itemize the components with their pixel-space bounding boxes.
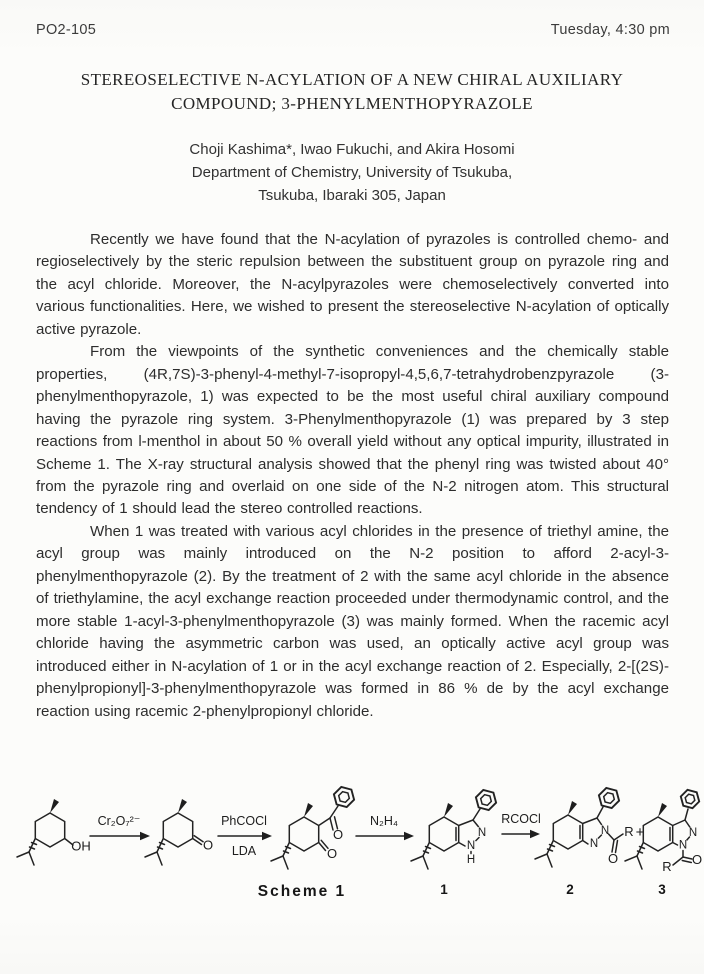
reaction-arrow-4 <box>501 812 541 838</box>
menthone-structure <box>145 799 213 865</box>
n1-atom-label-c3: N <box>678 839 688 852</box>
menthol-structure <box>17 799 91 865</box>
paper-title <box>0 68 704 115</box>
reaction-scheme-svg <box>2 778 702 908</box>
paper-title-line-2: COMPOUND; 3-PHENYLMENTHOPYRAZOLE <box>171 93 533 113</box>
n2-atom-label-c3: N <box>688 827 698 839</box>
benzoyl-oxygen-label: O <box>332 827 344 842</box>
compound-1-structure <box>411 790 496 897</box>
acyl-r-label-c3: R <box>662 859 672 874</box>
paragraph-3: When 1 was treated with various acyl chlorides in the presence of triethyl amine, the acyl group was mainly introduced on the N-2 position to afford 2-acyl-3-phenylmenthopyrazole (2). By the treatment of 2 with the same acyl chloride in the absence of triethylamine, the acyl exchange reaction proceeded under thermodynamic control, and the more stable 1-acyl-3-phenylmenthopyrazole (3) was mainly formed. When the racemic acyl chloride having the asymmetric carbon was used, an optically active acyl group was introduced either in N-acylation of 1 or in the acyl exchange reaction of 2. Especially, 2-[(2S)-phenylpropionyl]-3-phenylmenthopyrazole was formed in 86 % de by the acyl exchange reaction using racemic 2-phenylpropionyl chloride. <box>36 522 669 720</box>
compound-3-structure <box>625 790 702 897</box>
plus-sign: + <box>635 824 645 841</box>
session-time: Tuesday, 4:30 pm <box>550 22 670 38</box>
acyl-oxygen-label-c2: O <box>607 851 619 866</box>
compound-number-3: 3 <box>658 882 666 897</box>
nh-hydrogen-label: H <box>466 854 476 866</box>
ketone-oxygen-label: O <box>202 837 214 853</box>
scheme-figure <box>2 778 702 908</box>
paragraph-1: Recently we have found that the N-acylation of pyrazoles is controlled chemo- and regioselectively by the steric repulsion between the substituent group on pyrazole ring and the acyl chloride. Moreover, the N-acylpyrazoles were chemoselectively converted into various functionalities. Here, we wished to present the stereoselective N-acylation of optically active pyrazole. <box>36 231 669 338</box>
reaction-arrow-3 <box>356 814 414 840</box>
abstract-body <box>36 229 669 723</box>
n1-atom-label: N <box>466 840 476 852</box>
reaction-arrow-2 <box>218 814 272 858</box>
author-block <box>0 138 704 207</box>
reagent-acyl-chloride-label: RCOCl <box>501 812 541 826</box>
reagent-lda-label: LDA <box>231 844 257 858</box>
paragraph-2: From the viewpoints of the synthetic conveniences and the chemically stable properties, (4R,7S)-3-phenyl-4-methyl-7-isopropyl-4,5,6,7-tetrahydrobenzpyrazole (3-phenylmenthopyrazole, 1) was expected to be the most useful chiral auxiliary compound having the pyrazole ring system. 3-Phenylmenthopyrazole (1) was prepared by 3 step reactions from l-menthol in about 50 % overall yield without any optical impurity, illustrated in Scheme 1. The X-ray structural analysis showed that the phenyl ring was twisted about 40° from the pyrazole ring and overlaid on one side of the N-2 nitrogen atom. This structural tendency of 1 should lead the stereo controlled reactions. <box>36 343 669 518</box>
author-names: Choji Kashima*, Iwao Fukuchi, and Akira Hosomi <box>189 141 515 158</box>
n2-atom-label-c2: N <box>600 825 610 837</box>
ring-ketone-oxygen-label: O <box>326 846 338 861</box>
compound-number-2: 2 <box>566 882 574 897</box>
compound-2-structure <box>535 788 634 897</box>
affiliation-line-1: Department of Chemistry, University of Tsukuba, <box>191 164 513 181</box>
page-header <box>36 22 670 38</box>
scheme-caption: Scheme 1 <box>257 883 347 900</box>
n2-atom-label: N <box>477 827 487 839</box>
acyl-r-label-c2: R <box>624 824 634 839</box>
compound-number-1: 1 <box>440 882 448 897</box>
reagent-benzoyl-chloride-label: PhCOCl <box>221 814 267 828</box>
acyl-oxygen-label-c3: O <box>691 852 702 867</box>
reaction-arrow-1 <box>90 814 150 840</box>
affiliation-line-2: Tsukuba, Ibaraki 305, Japan <box>258 187 446 204</box>
paper-code: PO2-105 <box>36 22 97 38</box>
benzoyl-menthone-structure <box>271 787 354 869</box>
paper-title-line-1: STEREOSELECTIVE N-ACYLATION OF A NEW CHIRAL AUXILIARY <box>80 70 624 89</box>
reagent-hydrazine-label: N₂H₄ <box>369 814 399 828</box>
reagent-dichromate-label: Cr₂O₇²⁻ <box>97 814 141 828</box>
hydroxyl-label: OH <box>71 838 91 854</box>
n1-atom-label-c2: N <box>589 838 599 850</box>
